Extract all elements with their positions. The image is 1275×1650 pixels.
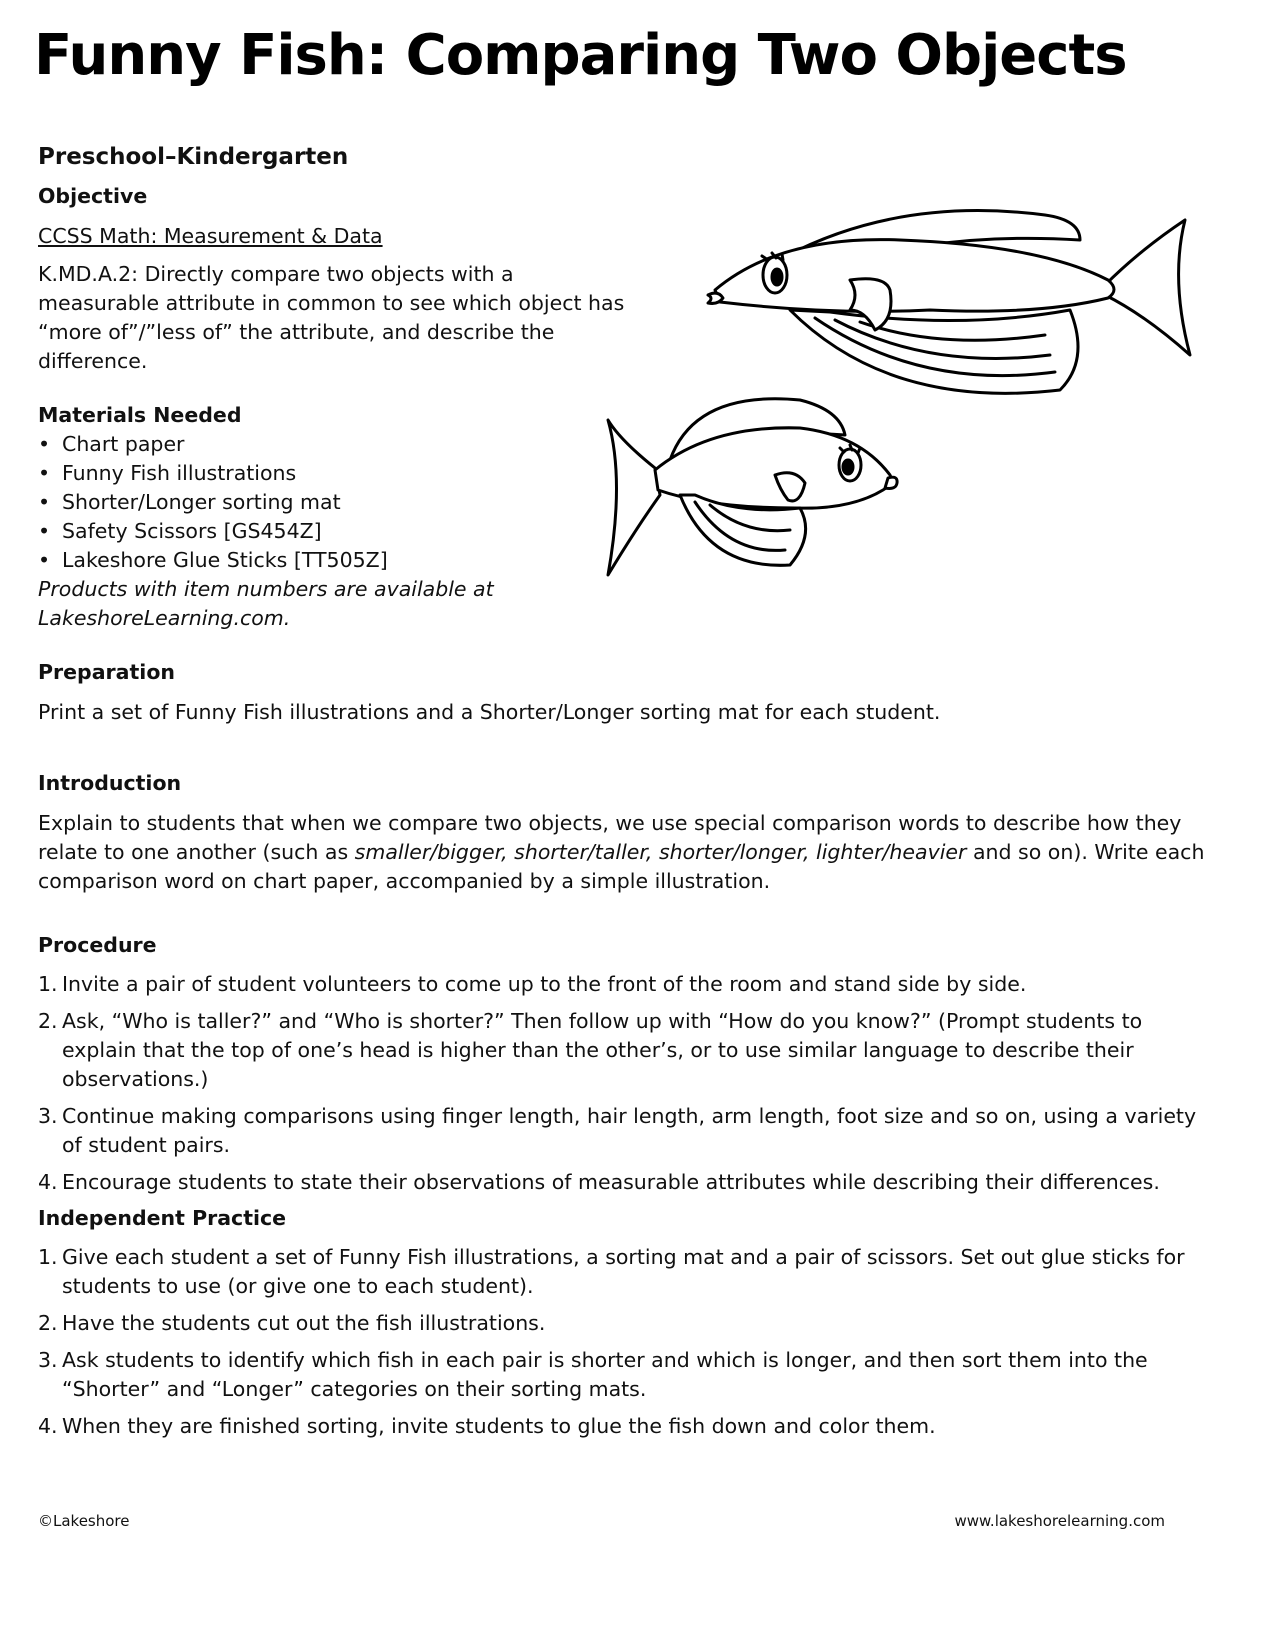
procedure-step: 4. Encourage students to state their observations of measurable attributes while describing their differences. [38,1170,1160,1194]
procedure-step: 3. Continue making comparisons using finger length, hair length, arm length, foot size and so on, using a variety of student pairs. [38,1104,1197,1157]
objective-heading: Objective [38,184,148,208]
small-fish-icon [608,399,897,575]
materials-item: • Safety Scissors [GS454Z] [38,519,322,543]
objective-text: K.MD.A.2: Directly compare two objects with a measurable attribute in common to see which object has “more of”/”less of” the attribute, and describe the difference. [38,262,625,373]
procedure-list [38,970,1238,1205]
introduction-text: Explain to students that when we compare two objects, we use special comparison words to describe how they relate to one another (such as smaller/bigger, shorter/taller, shorter/longer, lighter/heavier and so on). Write each comparison word on chart paper, accompanied by a simple illustration. [38,811,1205,893]
introduction-heading: Introduction [38,771,182,795]
materials-item: • Lakeshore Glue Sticks [TT505Z] [38,548,388,572]
ccss-standard: CCSS Math: Measurement & Data [38,224,383,248]
grade-level: Preschool–Kindergarten [38,144,349,170]
preparation-text: Print a set of Funny Fish illustrations and a Shorter/Longer sorting mat for each student. [38,700,941,724]
preparation-heading: Preparation [38,660,175,684]
materials-note: Products with item numbers are available at LakeshoreLearning.com. [38,577,494,630]
independent-practice-heading: Independent Practice [38,1206,287,1230]
procedure-step: 2. Ask, “Who is taller?” and “Who is shorter?” Then follow up with “How do you know?” (Prompt students to explain that the top of one’s head is higher than the other’s, or to use similar language to describe their observations.) [38,1009,1143,1091]
practice-step: 2. Have the students cut out the fish illustrations. [38,1311,546,1335]
large-fish-icon [708,211,1190,394]
footer-copyright: ©Lakeshore [38,1512,130,1530]
procedure-heading: Procedure [38,933,157,957]
practice-step: 4. When they are finished sorting, invite students to glue the fish down and color them. [38,1414,936,1438]
practice-step: 1. Give each student a set of Funny Fish illustrations, a sorting mat and a pair of scissors. Set out glue sticks for students to use (or give one to each student). [38,1245,1185,1298]
footer-website: www.lakeshorelearning.com [954,1512,1165,1530]
fish-illustration [600,190,1200,590]
materials-heading: Materials Needed [38,403,242,427]
materials-item: • Chart paper [38,432,185,456]
independent-practice-list [38,1243,1238,1449]
practice-step: 3. Ask students to identify which fish in each pair is shorter and which is longer, and then sort them into the “Shorter” and “Longer” categories on their sorting mats. [38,1348,1148,1401]
comparison-words: smaller/bigger, shorter/taller, shorter/longer, lighter/heavier [354,840,967,864]
materials-item: • Funny Fish illustrations [38,461,297,485]
materials-item: • Shorter/Longer sorting mat [38,490,341,514]
page-title: Funny Fish: Comparing Two Objects [34,23,1127,88]
procedure-step: 1. Invite a pair of student volunteers to come up to the front of the room and stand side by side. [38,972,1027,996]
